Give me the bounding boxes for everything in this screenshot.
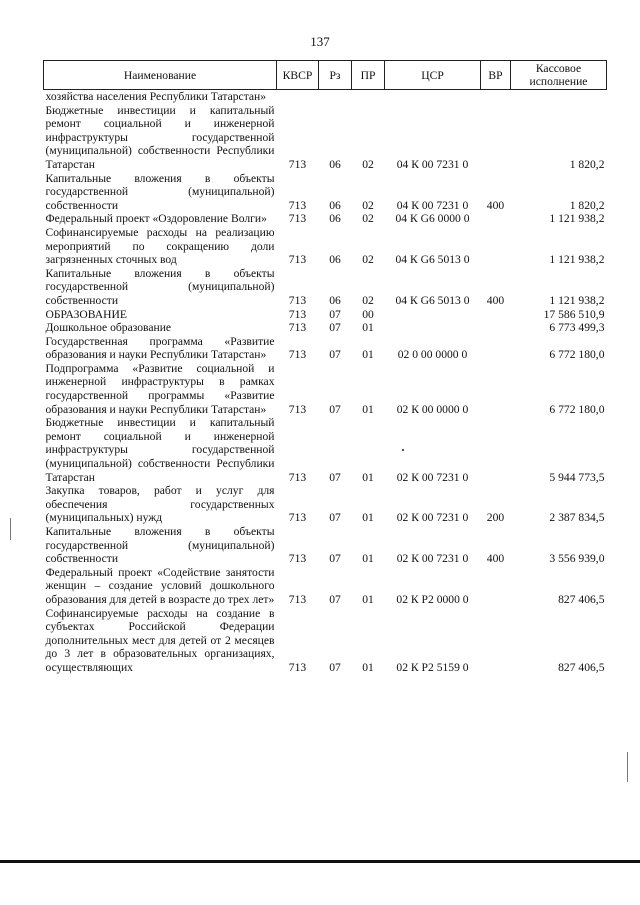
header-pr: ПР xyxy=(352,61,385,90)
cell-kvsr: 713 xyxy=(288,212,307,226)
cell-amount: 1 820,2 xyxy=(569,198,605,212)
cell-amount: 2 387 834,5 xyxy=(549,511,605,525)
cell-amount: 5 944 773,5 xyxy=(549,470,605,484)
table-header-row xyxy=(44,61,607,90)
cell-vr xyxy=(481,104,511,172)
cell-pr: 02 xyxy=(362,293,374,307)
table-row xyxy=(44,525,607,566)
cell-name: Подпрограмма «Развитие социальной и инженерной инфраструктуры в рамках государственной программы «Развитие образования и науки Республики Татарстан» xyxy=(45,361,275,416)
cell-csr: 02 К Р2 5159 0 xyxy=(396,660,469,674)
cell-rz: 06 xyxy=(329,198,341,212)
scan-mark-right xyxy=(627,752,628,782)
cell-csr xyxy=(385,308,481,322)
cell-kvsr: 713 xyxy=(288,470,307,484)
cell-pr: 01 xyxy=(362,592,374,606)
header-name: Наименование xyxy=(44,61,277,90)
cell-vr xyxy=(481,212,511,226)
table-row xyxy=(44,416,607,484)
table-row xyxy=(44,362,607,416)
scan-mark-left xyxy=(10,518,11,540)
table-row xyxy=(44,267,607,308)
table-row xyxy=(44,321,607,335)
table-row xyxy=(44,172,607,213)
cell-pr: 02 xyxy=(362,198,374,212)
cell-kvsr: 713 xyxy=(288,511,307,525)
budget-table xyxy=(43,60,607,675)
cell-vr xyxy=(481,362,511,416)
table-row xyxy=(44,90,607,104)
table-row xyxy=(44,212,607,226)
scan-bottom-rule xyxy=(0,860,640,863)
cell-pr: 01 xyxy=(362,552,374,566)
cell-name: ОБРАЗОВАНИЕ xyxy=(45,307,127,321)
cell-rz: 06 xyxy=(329,293,341,307)
cell-rz: 07 xyxy=(329,592,341,606)
cell-csr: 04 К 00 7231 0 xyxy=(396,198,469,212)
cell-pr: 01 xyxy=(362,470,374,484)
cell-csr: 04 К 00 7231 0 xyxy=(396,157,469,171)
scan-speck xyxy=(402,449,404,451)
cell-csr: 04 К G6 5013 0 xyxy=(395,253,470,267)
cell-kvsr: 713 xyxy=(288,552,307,566)
cell-vr xyxy=(481,416,511,484)
cell-kvsr: 713 xyxy=(288,402,307,416)
cell-amount: 1 121 938,2 xyxy=(549,253,605,267)
cell-csr xyxy=(385,321,481,335)
cell-name: Закупка товаров, работ и услуг для обеспечения государственных (муниципальных) нужд xyxy=(45,484,275,525)
cell-kvsr: 713 xyxy=(288,253,307,267)
header-rz: Рз xyxy=(319,61,352,90)
cell-amount: 827 406,5 xyxy=(558,592,605,606)
table-row xyxy=(44,226,607,267)
cell-kvsr: 713 xyxy=(288,660,307,674)
cell-amount: 17 586 510,9 xyxy=(543,307,605,321)
cell-csr xyxy=(385,90,481,104)
table-row xyxy=(44,566,607,607)
cell-vr xyxy=(481,90,511,104)
cell-rz: 07 xyxy=(329,402,341,416)
table-row xyxy=(44,607,607,675)
cell-pr: 02 xyxy=(362,212,374,226)
cell-name: Капитальные вложения в объекты государственной (муниципальной) собственности xyxy=(45,171,275,212)
cell-name: Дошкольное образование xyxy=(45,321,172,335)
cell-csr: 02 К Р2 0000 0 xyxy=(396,592,469,606)
cell-csr: 02 0 00 0000 0 xyxy=(397,348,468,362)
cell-vr xyxy=(481,566,511,607)
cell-rz: 07 xyxy=(329,660,341,674)
cell-csr: 02 К 00 7231 0 xyxy=(396,511,469,525)
cell-amount xyxy=(511,90,607,104)
cell-rz: 07 xyxy=(329,552,341,566)
cell-csr: 04 К G6 0000 0 xyxy=(395,212,470,226)
cell-name: Бюджетные инвестиции и капитальный ремонт социальной и инженерной инфраструктуры государственной (муниципальной) собственности Республики Татарстан xyxy=(45,416,275,484)
cell-pr: 01 xyxy=(362,321,374,335)
cell-amount: 1 820,2 xyxy=(569,157,605,171)
cell-name: Капитальные вложения в объекты государственной (муниципальной) собственности xyxy=(45,266,275,307)
cell-kvsr: 713 xyxy=(288,321,307,335)
header-kvsr: КВСР xyxy=(277,61,319,90)
cell-kvsr: 713 xyxy=(288,293,307,307)
cell-name: Софинансируемые расходы на создание в субъектах Российской Федерации дополнительных мест для детей от 2 месяцев до 3 лет в образовательных организациях, осуществляющих xyxy=(45,606,275,674)
cell-name: Бюджетные инвестиции и капитальный ремонт социальной и инженерной инфраструктуры государственной (муниципальной) собственности Республики Татарстан xyxy=(45,103,275,171)
page-number: 137 xyxy=(310,34,330,49)
cell-vr: 400 xyxy=(486,552,505,566)
cell-rz: 07 xyxy=(329,511,341,525)
cell-vr xyxy=(481,308,511,322)
cell-rz: 06 xyxy=(329,253,341,267)
table-body xyxy=(44,90,607,675)
cell-vr xyxy=(481,335,511,362)
cell-amount: 6 773 499,3 xyxy=(549,321,605,335)
cell-kvsr: 713 xyxy=(288,592,307,606)
cell-rz: 06 xyxy=(329,212,341,226)
table-row xyxy=(44,335,607,362)
cell-kvsr: 713 xyxy=(288,198,307,212)
cell-pr: 02 xyxy=(362,253,374,267)
cell-kvsr xyxy=(277,90,319,104)
cell-pr xyxy=(352,90,385,104)
cell-rz: 07 xyxy=(329,321,341,335)
cell-amount: 3 556 939,0 xyxy=(549,552,605,566)
cell-name: Государственная программа «Развитие образования и науки Республики Татарстан» xyxy=(45,334,275,362)
cell-amount: 6 772 180,0 xyxy=(549,348,605,362)
cell-amount: 827 406,5 xyxy=(558,660,605,674)
cell-csr: 02 К 00 7231 0 xyxy=(396,470,469,484)
cell-vr xyxy=(481,226,511,267)
cell-vr: 400 xyxy=(486,198,505,212)
cell-amount: 1 121 938,2 xyxy=(549,212,605,226)
cell-pr: 00 xyxy=(362,307,374,321)
cell-kvsr: 713 xyxy=(288,348,307,362)
header-amount: Кассовое исполнение xyxy=(511,61,607,90)
cell-pr: 01 xyxy=(362,402,374,416)
cell-name: Капитальные вложения в объекты государственной (муниципальной) собственности xyxy=(45,525,275,566)
cell-pr: 01 xyxy=(362,511,374,525)
header-vr: ВР xyxy=(481,61,511,90)
cell-name: хозяйства населения Республики Татарстан» xyxy=(45,90,267,103)
cell-rz: 07 xyxy=(329,470,341,484)
cell-pr: 02 xyxy=(362,157,374,171)
table-row xyxy=(44,104,607,172)
cell-vr: 400 xyxy=(486,293,505,307)
cell-name: Федеральный проект «Содействие занятости женщин – создание условий дошкольного образования для детей в возрасте до трех лет» xyxy=(45,565,275,606)
cell-pr: 01 xyxy=(362,348,374,362)
cell-csr: 02 К 00 0000 0 xyxy=(396,402,469,416)
table-row xyxy=(44,484,607,525)
cell-vr: 200 xyxy=(486,511,505,525)
cell-rz: 07 xyxy=(329,307,341,321)
cell-vr xyxy=(481,321,511,335)
table-row xyxy=(44,308,607,322)
cell-amount: 6 772 180,0 xyxy=(549,402,605,416)
cell-name: Федеральный проект «Оздоровление Волги» xyxy=(45,212,267,226)
cell-csr: 04 К G6 5013 0 xyxy=(395,293,470,307)
cell-csr: 02 К 00 7231 0 xyxy=(396,552,469,566)
cell-name: Софинансируемые расходы на реализацию мероприятий по сокращению доли загрязненных сточных вод xyxy=(45,225,275,267)
cell-rz: 06 xyxy=(329,157,341,171)
cell-rz xyxy=(319,90,352,104)
header-csr: ЦСР xyxy=(385,61,481,90)
cell-vr xyxy=(481,607,511,675)
cell-pr: 01 xyxy=(362,660,374,674)
cell-kvsr: 713 xyxy=(288,157,307,171)
cell-amount: 1 121 938,2 xyxy=(549,293,605,307)
cell-rz: 07 xyxy=(329,348,341,362)
cell-kvsr: 713 xyxy=(288,307,307,321)
